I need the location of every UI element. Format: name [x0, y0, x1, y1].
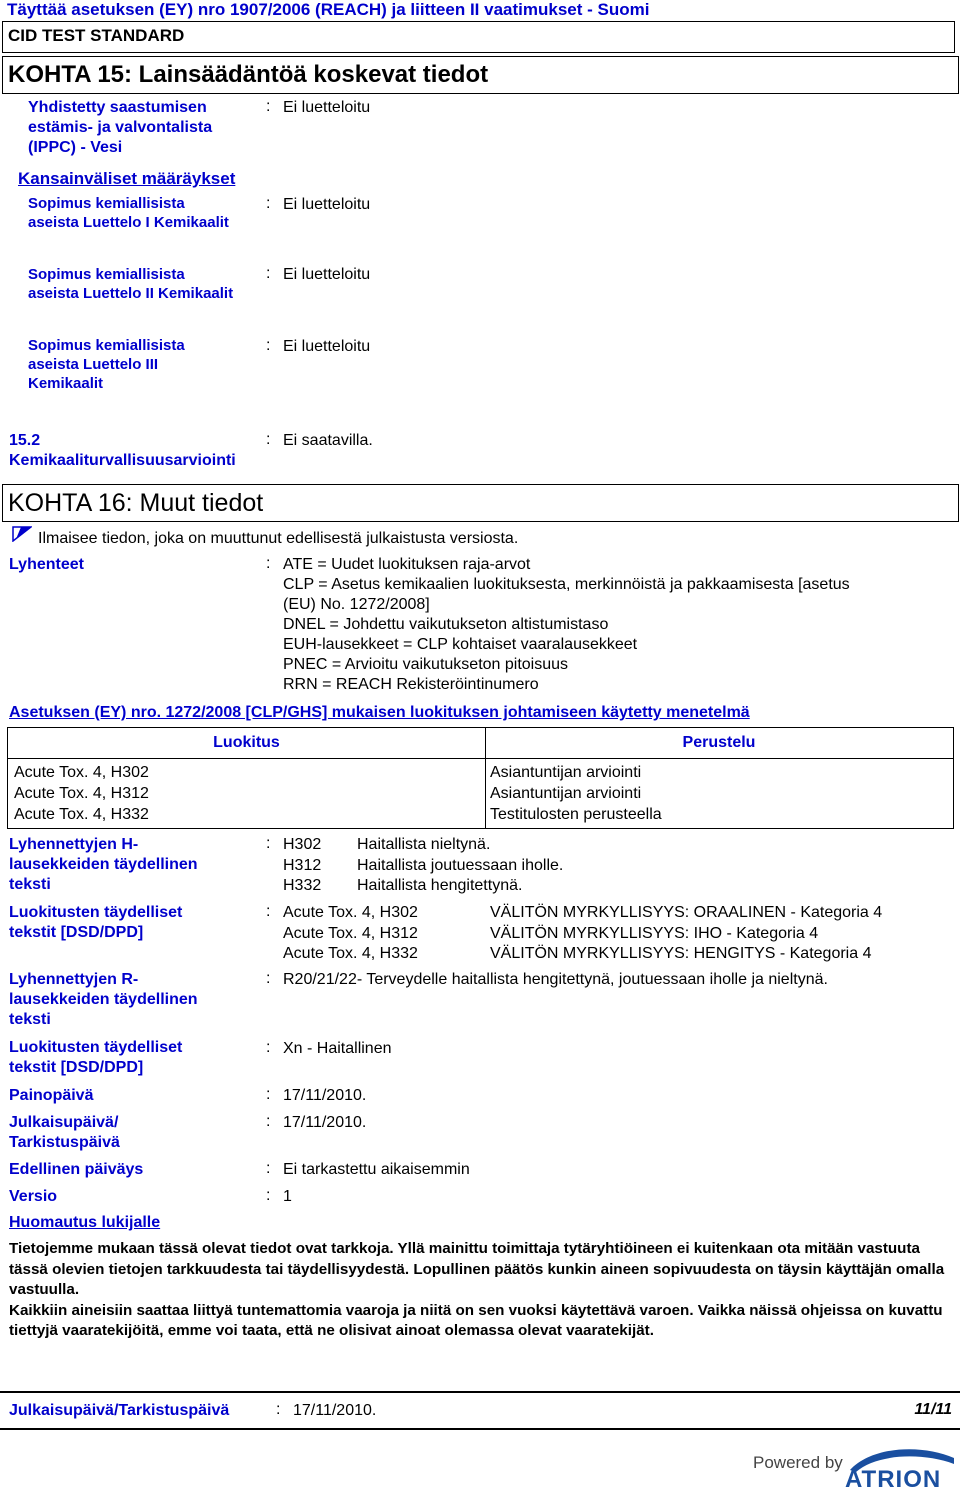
powered-by-label: Powered by	[753, 1453, 843, 1472]
colon: :	[266, 431, 271, 448]
table-col-classification	[14, 762, 149, 825]
abbr-line: DNEL = Johdettu vaikutukseton altistumistaso	[283, 616, 609, 633]
section16-title: KOHTA 16: Muut tiedot	[8, 489, 264, 517]
abbr-line: PNEC = Arvioitu vaikutukseton pitoisuus	[283, 656, 569, 673]
document-header	[0, 0, 960, 20]
issue-date-value: 17/11/2010.	[283, 1114, 367, 1131]
dsd-texts: VÄLITÖN MYRKYLLISYYS: ORAALINEN - Kategoria 4 VÄLITÖN MYRKYLLISYYS: IHO - Kategoria 4 VÄLITÖN MYRKYLLISYYS: HENGITYS - Kategoria 4	[490, 904, 883, 962]
footer-date-label: Julkaisupäivä/Tarkistuspäivä	[9, 1402, 230, 1419]
print-date-label: Painopäivä	[9, 1087, 94, 1104]
table-col-basis	[490, 762, 662, 825]
footer-rule	[0, 1391, 960, 1393]
colon: :	[266, 970, 271, 987]
csa-label: 15.2 Kemikaaliturvallisuusarviointi	[9, 432, 236, 469]
method-heading: Asetuksen (EY) nro. 1272/2008 [CLP/GHS] mukaisen luokituksen johtamiseen käytetty menetelmä	[9, 704, 750, 721]
abbr-line: CLP = Asetus kemikaalien luokituksesta, merkinnöistä ja pakkaamisesta [asetus	[283, 576, 850, 593]
table-cell: Acute Tox. 4, H312	[14, 785, 149, 802]
dsd-codes: Acute Tox. 4, H302 Acute Tox. 4, H312 Acute Tox. 4, H332	[283, 904, 418, 962]
previous-date-value: Ei tarkastettu aikaisemmin	[283, 1161, 470, 1178]
version-label: Versio	[9, 1188, 58, 1205]
colon: :	[266, 98, 271, 115]
dsd-classification-label: Luokitusten täydelliset tekstit [DSD/DPD]	[9, 904, 183, 941]
notice-heading: Huomautus lukijalle	[9, 1214, 161, 1231]
version-value: 1	[283, 1188, 292, 1205]
footer-date-value: 17/11/2010.	[293, 1402, 377, 1419]
colon: :	[266, 555, 271, 572]
cwc2-label: Sopimus kemiallisista aseista Luettelo II Kemikaalit	[28, 266, 234, 302]
colon: :	[266, 1160, 271, 1177]
table-cell: Acute Tox. 4, H302	[14, 764, 149, 781]
previous-date-label: Edellinen päiväys	[9, 1161, 144, 1178]
dsd-classification-label-2: Luokitusten täydelliset tekstit [DSD/DPD]	[9, 1039, 183, 1076]
colon: :	[266, 1113, 271, 1130]
table-cell: Asiantuntijan arviointi	[490, 764, 642, 781]
cwc1-label: Sopimus kemiallisista aseista Luettelo I Kemikaalit	[28, 195, 229, 231]
table-header-basis: Perustelu	[682, 734, 756, 751]
colon: :	[266, 903, 271, 920]
h-codes: H302 H312 H332	[283, 836, 322, 894]
abbr-line: ATE = Uudet luokituksen raja-arvot	[283, 556, 531, 573]
table-header-line	[7, 758, 954, 759]
cwc3-label: Sopimus kemiallisista aseista Luettelo III Kemikaalit	[28, 337, 185, 392]
notice-text	[9, 1239, 949, 1342]
ippc-value: Ei luetteloitu	[283, 99, 371, 116]
r-phrases-label: Lyhennettyjen R- lausekkeiden täydellinen teksti	[9, 971, 198, 1028]
abbreviations-list	[283, 555, 953, 695]
dsd-classification-value-2: Xn - Haitallinen	[283, 1040, 392, 1057]
csa-value: Ei saatavilla.	[283, 432, 373, 449]
print-date-value: 17/11/2010.	[283, 1087, 367, 1104]
ippc-label: Yhdistetty saastumisen estämis- ja valvontalista (IPPC) - Vesi	[28, 99, 213, 156]
cwc2-value: Ei luetteloitu	[283, 266, 371, 283]
cwc1-value: Ei luetteloitu	[283, 196, 371, 213]
table-cell: Acute Tox. 4, H332	[14, 806, 149, 823]
h-statements-label: Lyhennettyjen H- lausekkeiden täydellinen teksti	[9, 836, 198, 893]
colon: :	[266, 265, 271, 282]
intl-regulations-heading: Kansainväliset määräykset	[18, 169, 236, 188]
issue-date-label: Julkaisupäivä/ Tarkistuspäivä	[9, 1114, 120, 1151]
abbreviations-label: Lyhenteet	[9, 556, 84, 573]
table-cell: Asiantuntijan arviointi	[490, 785, 642, 802]
section15-title: KOHTA 15: Lainsäädäntöä koskevat tiedot	[8, 61, 489, 88]
colon: :	[266, 337, 271, 354]
r-phrases-value: R20/21/22- Terveydelle haitallista hengitettynä, joutuessaan iholle ja nieltynä.	[283, 971, 828, 988]
notice-paragraph-2: Kaikkiin aineisiin saattaa liittyä tuntemattomia vaaroja ja niitä on sen vuoksi käytettävä varoen. Vaikka näissä ohjeissa on kuvattu tiettyjä vaaratekijöitä, emme voi taata, että ne olisivat ainoat olemassa olevat vaaratekijät.	[9, 1301, 943, 1339]
abbr-line: EUH-lausekkeet = CLP kohtaiset vaaralausekkeet	[283, 636, 638, 653]
standard-label: CID TEST STANDARD	[8, 26, 185, 45]
colon: :	[266, 1086, 271, 1103]
colon: :	[266, 1187, 271, 1204]
colon: :	[266, 835, 271, 852]
abbr-line: RRN = REACH Rekisteröintinumero	[283, 676, 539, 693]
notice-paragraph-1: Tietojemme mukaan tässä olevat tiedot ovat tarkkoja. Yllä mainittu toimittaja tytäryhtiöineen ei kuitenkaan ota mitään vastuuta tässä olevien tietojen tarkkuudesta tai täydellisyydestä. Lopullinen päätös kunkin aineen sopivuudesta on täysin käyttäjän omalla vastuulla.	[9, 1240, 945, 1298]
document-title: Täyttää asetuksen (EY) nro 1907/2006 (REACH) ja liitteen II vaatimukset - Suomi	[7, 0, 650, 19]
change-marker-icon	[12, 526, 32, 542]
table-cell: Testitulosten perusteella	[490, 806, 662, 823]
colon: :	[266, 195, 271, 212]
h-texts: Haitallista nieltynä. Haitallista joutuessaan iholle. Haitallista hengitettynä.	[357, 836, 564, 894]
cwc3-value: Ei luetteloitu	[283, 338, 371, 355]
change-note: Ilmaisee tiedon, joka on muuttunut edellisestä julkaistusta versiosta.	[38, 530, 519, 547]
atrion-brand: ATRION	[845, 1466, 942, 1493]
footer-rule-bottom	[0, 1428, 960, 1430]
page-number: 11/11	[914, 1401, 952, 1418]
table-header-classification: Luokitus	[213, 734, 280, 751]
colon: :	[266, 1039, 271, 1056]
abbr-line: (EU) No. 1272/2008]	[283, 596, 430, 613]
footer-colon: :	[276, 1401, 281, 1418]
